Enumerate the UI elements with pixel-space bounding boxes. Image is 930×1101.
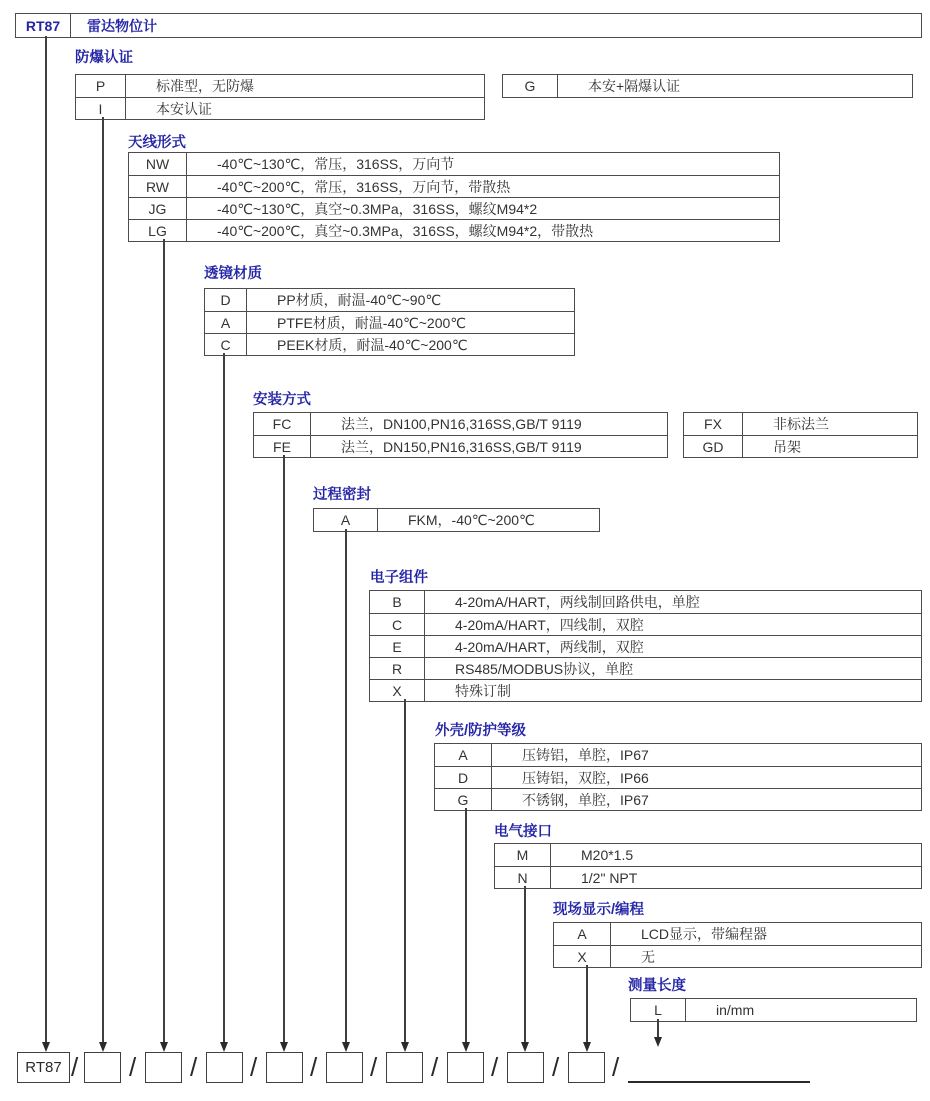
order-box-process-seal bbox=[326, 1052, 363, 1083]
table-row bbox=[205, 333, 574, 355]
desc-cell: -40℃~130℃，常压，316SS，万向节 bbox=[217, 156, 455, 172]
table-row bbox=[370, 635, 921, 657]
desc-cell: PTFE材质，耐温-40℃~200℃ bbox=[277, 314, 466, 331]
desc-cell: -40℃~200℃，常压，316SS，万向节，带散热 bbox=[217, 178, 511, 195]
desc-cell: 特殊订制 bbox=[455, 682, 511, 699]
section-title-housing-protection: 外壳/防护等级 bbox=[435, 723, 527, 739]
code-cell: R bbox=[370, 658, 425, 679]
code-cell: JG bbox=[129, 198, 187, 219]
separator: / bbox=[129, 1052, 137, 1082]
table-row bbox=[205, 289, 574, 311]
connector-line bbox=[465, 808, 467, 1042]
table-row bbox=[370, 591, 921, 613]
code-cell: RW bbox=[129, 176, 187, 197]
electrical-connection-table bbox=[494, 843, 922, 889]
electronics-table bbox=[369, 590, 922, 702]
desc-cell: RS485/MODBUS协议，单腔 bbox=[455, 660, 634, 677]
product-name-cell: 雷达物位计 bbox=[87, 17, 157, 34]
code-cell: G bbox=[503, 75, 558, 97]
connector-line bbox=[404, 699, 406, 1042]
separator: / bbox=[370, 1052, 378, 1082]
desc-cell: 4-20mA/HART，四线制，双腔 bbox=[455, 616, 644, 633]
desc-cell: 4-20mA/HART，两线制，双腔 bbox=[455, 638, 644, 655]
housing-protection-table bbox=[434, 743, 922, 811]
desc-cell: LCD显示，带编程器 bbox=[641, 926, 768, 942]
table-row bbox=[495, 844, 921, 866]
process-seal-table bbox=[313, 508, 600, 532]
section-title-electronics: 电子组件 bbox=[370, 570, 428, 586]
section-title-display-programming: 现场显示/编程 bbox=[553, 902, 645, 918]
arrow-down-icon bbox=[401, 1042, 409, 1052]
code-cell: P bbox=[76, 75, 126, 97]
table-row bbox=[435, 744, 921, 766]
order-length-blank bbox=[628, 1081, 810, 1083]
arrow-down-icon bbox=[342, 1042, 350, 1052]
code-cell: D bbox=[435, 767, 492, 788]
table-row bbox=[503, 75, 912, 97]
connector-line bbox=[283, 455, 285, 1042]
code-cell: LG bbox=[129, 220, 187, 241]
code-cell: A bbox=[435, 744, 492, 766]
arrow-down-icon bbox=[521, 1042, 529, 1052]
order-box-housing bbox=[447, 1052, 484, 1083]
arrow-down-icon bbox=[280, 1042, 288, 1052]
table-row bbox=[495, 866, 921, 888]
desc-cell: 1/2" NPT bbox=[581, 869, 638, 886]
desc-cell: 吊架 bbox=[773, 438, 801, 455]
desc-cell: -40℃~200℃，真空~0.3MPa，316SS，螺纹M94*2，带散热 bbox=[217, 222, 594, 239]
code-cell: FC bbox=[254, 413, 311, 435]
table-row bbox=[631, 999, 916, 1021]
table-row bbox=[314, 509, 599, 531]
explosion-proof-table bbox=[75, 74, 485, 120]
section-title-measurement-length: 测量长度 bbox=[628, 978, 686, 994]
table-row bbox=[205, 311, 574, 333]
model-header-table bbox=[15, 13, 922, 38]
desc-cell: 法兰，DN100,PN16,316SS,GB/T 9119 bbox=[341, 416, 582, 432]
mounting-table bbox=[253, 412, 668, 458]
separator: / bbox=[491, 1052, 499, 1082]
desc-cell: FKM，-40℃~200℃ bbox=[408, 512, 535, 528]
separator: / bbox=[552, 1052, 560, 1082]
connector-line bbox=[163, 239, 165, 1042]
code-cell: FE bbox=[254, 436, 311, 457]
table-row bbox=[370, 679, 921, 701]
table-row bbox=[129, 175, 779, 197]
connector-line bbox=[345, 529, 347, 1042]
measurement-length-table bbox=[630, 998, 917, 1022]
code-cell: M bbox=[495, 844, 551, 866]
arrow-down-icon bbox=[160, 1042, 168, 1052]
section-title-electrical-connection: 电气接口 bbox=[494, 824, 552, 840]
table-row bbox=[684, 413, 917, 435]
desc-cell: 标准型，无防爆 bbox=[156, 78, 254, 94]
connector-line bbox=[586, 965, 588, 1042]
section-title-mounting: 安装方式 bbox=[253, 392, 311, 408]
desc-cell: 非标法兰 bbox=[773, 416, 829, 432]
separator: / bbox=[612, 1052, 620, 1082]
code-cell: A bbox=[205, 312, 247, 333]
table-row bbox=[129, 153, 779, 175]
section-title-process-seal: 过程密封 bbox=[313, 487, 371, 503]
desc-cell: in/mm bbox=[716, 1002, 755, 1018]
order-box-electrical bbox=[507, 1052, 544, 1083]
separator: / bbox=[190, 1052, 198, 1082]
connector-line bbox=[657, 1019, 659, 1037]
table-row bbox=[76, 75, 484, 97]
order-model-box: RT87 bbox=[17, 1052, 70, 1083]
code-cell: X bbox=[554, 946, 611, 967]
separator: / bbox=[250, 1052, 258, 1082]
desc-cell: 本安认证 bbox=[156, 100, 212, 117]
desc-cell: 无 bbox=[641, 948, 655, 965]
order-box-antenna bbox=[145, 1052, 182, 1083]
table-row bbox=[254, 435, 667, 457]
separator: / bbox=[431, 1052, 439, 1082]
desc-cell: 压铸铝，双腔，IP66 bbox=[522, 769, 649, 786]
code-cell: B bbox=[370, 591, 425, 613]
table-row bbox=[370, 613, 921, 635]
section-title-antenna-type: 天线形式 bbox=[128, 135, 186, 151]
desc-cell: 不锈钢，单腔，IP67 bbox=[522, 791, 649, 808]
table-row bbox=[435, 788, 921, 810]
connector-line bbox=[524, 886, 526, 1042]
table-row bbox=[554, 923, 921, 945]
model-code-cell: RT87 bbox=[16, 14, 71, 37]
desc-cell: 压铸铝，单腔，IP67 bbox=[522, 747, 649, 763]
code-cell: C bbox=[205, 334, 247, 355]
desc-cell: PP材质，耐温-40℃~90℃ bbox=[277, 292, 442, 308]
lens-material-table bbox=[204, 288, 575, 356]
display-programming-table bbox=[553, 922, 922, 968]
code-cell: FX bbox=[684, 413, 743, 435]
order-box-mounting bbox=[266, 1052, 303, 1083]
arrow-down-icon bbox=[42, 1042, 50, 1052]
desc-cell: 法兰，DN150,PN16,316SS,GB/T 9119 bbox=[341, 438, 582, 455]
arrow-down-icon bbox=[654, 1037, 662, 1047]
connector-line bbox=[102, 117, 104, 1042]
table-row bbox=[16, 14, 921, 37]
order-box-electronics bbox=[386, 1052, 423, 1083]
code-cell: X bbox=[370, 680, 425, 701]
code-cell: G bbox=[435, 789, 492, 810]
table-row bbox=[76, 97, 484, 119]
order-box-display bbox=[568, 1052, 605, 1083]
order-box-explosion-proof bbox=[84, 1052, 121, 1083]
table-row bbox=[370, 657, 921, 679]
code-cell: D bbox=[205, 289, 247, 311]
arrow-down-icon bbox=[220, 1042, 228, 1052]
code-cell: E bbox=[370, 636, 425, 657]
order-box-lens bbox=[206, 1052, 243, 1083]
desc-cell: -40℃~130℃，真空~0.3MPa，316SS，螺纹M94*2 bbox=[217, 200, 538, 217]
arrow-down-icon bbox=[99, 1042, 107, 1052]
antenna-type-table bbox=[128, 152, 780, 242]
code-cell: C bbox=[370, 614, 425, 635]
separator: / bbox=[71, 1052, 79, 1082]
mounting-side-table bbox=[683, 412, 918, 458]
arrow-down-icon bbox=[583, 1042, 591, 1052]
connector-line bbox=[223, 353, 225, 1042]
table-row bbox=[129, 197, 779, 219]
table-row bbox=[554, 945, 921, 967]
connector-line bbox=[45, 36, 47, 1042]
explosion-proof-side-table bbox=[502, 74, 913, 98]
code-cell: N bbox=[495, 867, 551, 888]
desc-cell: M20*1.5 bbox=[581, 847, 634, 863]
code-cell: GD bbox=[684, 436, 743, 457]
table-row bbox=[435, 766, 921, 788]
arrow-down-icon bbox=[462, 1042, 470, 1052]
table-row bbox=[129, 219, 779, 241]
table-row bbox=[254, 413, 667, 435]
code-cell: L bbox=[631, 999, 686, 1021]
section-title-explosion-proof-cert: 防爆认证 bbox=[75, 50, 133, 66]
code-cell: NW bbox=[129, 153, 187, 175]
code-cell: A bbox=[314, 509, 378, 531]
desc-cell: 本安+隔爆认证 bbox=[588, 78, 681, 94]
code-cell: I bbox=[76, 98, 126, 119]
desc-cell: PEEK材质，耐温-40℃~200℃ bbox=[277, 336, 468, 353]
table-row bbox=[684, 435, 917, 457]
desc-cell: 4-20mA/HART，两线制回路供电，单腔 bbox=[455, 594, 700, 610]
code-cell: A bbox=[554, 923, 611, 945]
section-title-lens-material: 透镜材质 bbox=[204, 266, 262, 282]
separator: / bbox=[310, 1052, 318, 1082]
